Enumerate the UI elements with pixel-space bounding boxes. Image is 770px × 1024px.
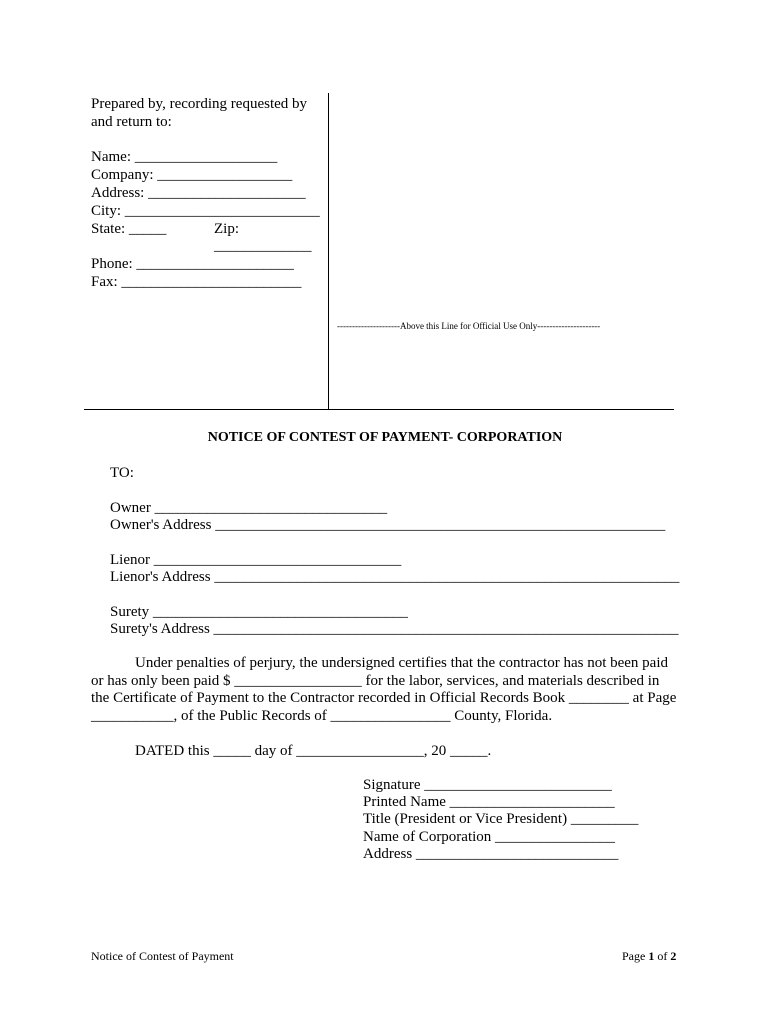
zip-field[interactable]: _____________	[214, 238, 312, 254]
horizontal-divider	[84, 409, 674, 410]
title-field[interactable]: Title (President or Vice President) _________	[363, 811, 639, 827]
prepared-by-text: Prepared by, recording requested by	[91, 96, 308, 112]
zip-label: Zip:	[214, 221, 239, 237]
page-total: 2	[670, 949, 677, 963]
document-title: NOTICE OF CONTEST OF PAYMENT- CORPORATION	[207, 430, 563, 445]
page-current: 1	[648, 949, 655, 963]
fax-field[interactable]: Fax: ________________________	[91, 274, 302, 290]
page-prefix: Page	[622, 949, 649, 963]
surety-field[interactable]: Surety __________________________________	[110, 604, 408, 620]
printed-name-field[interactable]: Printed Name ______________________	[363, 794, 615, 810]
company-field[interactable]: Company: __________________	[91, 167, 293, 183]
owner-address-field[interactable]: Owner's Address ____________________________________________________________	[110, 517, 666, 533]
address-field[interactable]: Address: _____________________	[91, 185, 306, 201]
lienor-address-field[interactable]: Lienor's Address ______________________________________________________________	[110, 569, 680, 585]
certification-paragraph: Under penalties of perjury, the undersigned certifies that the contractor has not been paid or has only been paid $ _________________ for the labor, services, and materials described in the Certificate of Payment to the Contractor recorded in Official Records Book ________ at Page ___________, of the Public Records of ________________ County, Florida.	[91, 655, 677, 724]
owner-field[interactable]: Owner _______________________________	[110, 500, 388, 516]
dated-line[interactable]: DATED this _____ day of _________________, 20 _____.	[135, 743, 492, 759]
signer-address-field[interactable]: Address ___________________________	[363, 846, 619, 862]
official-use-line: ---------------------Above this Line for Official Use Only---------------------	[337, 321, 601, 331]
state-field[interactable]: State: _____	[91, 221, 167, 237]
signature-field[interactable]: Signature _________________________	[363, 777, 612, 793]
return-to-text: and return to:	[91, 114, 172, 130]
page-of: of	[654, 949, 671, 963]
to-label: TO:	[110, 465, 134, 481]
city-field[interactable]: City: __________________________	[91, 203, 320, 219]
page-indicator	[622, 949, 676, 963]
phone-field[interactable]: Phone: _____________________	[91, 256, 294, 272]
corporation-name-field[interactable]: Name of Corporation ________________	[363, 829, 616, 845]
surety-address-field[interactable]: Surety's Address ______________________________________________________________	[110, 621, 679, 637]
vertical-divider	[328, 93, 329, 409]
footer-doc-name: Notice of Contest of Payment	[91, 949, 234, 963]
name-field[interactable]: Name: ___________________	[91, 149, 278, 165]
lienor-field[interactable]: Lienor _________________________________	[110, 552, 402, 568]
